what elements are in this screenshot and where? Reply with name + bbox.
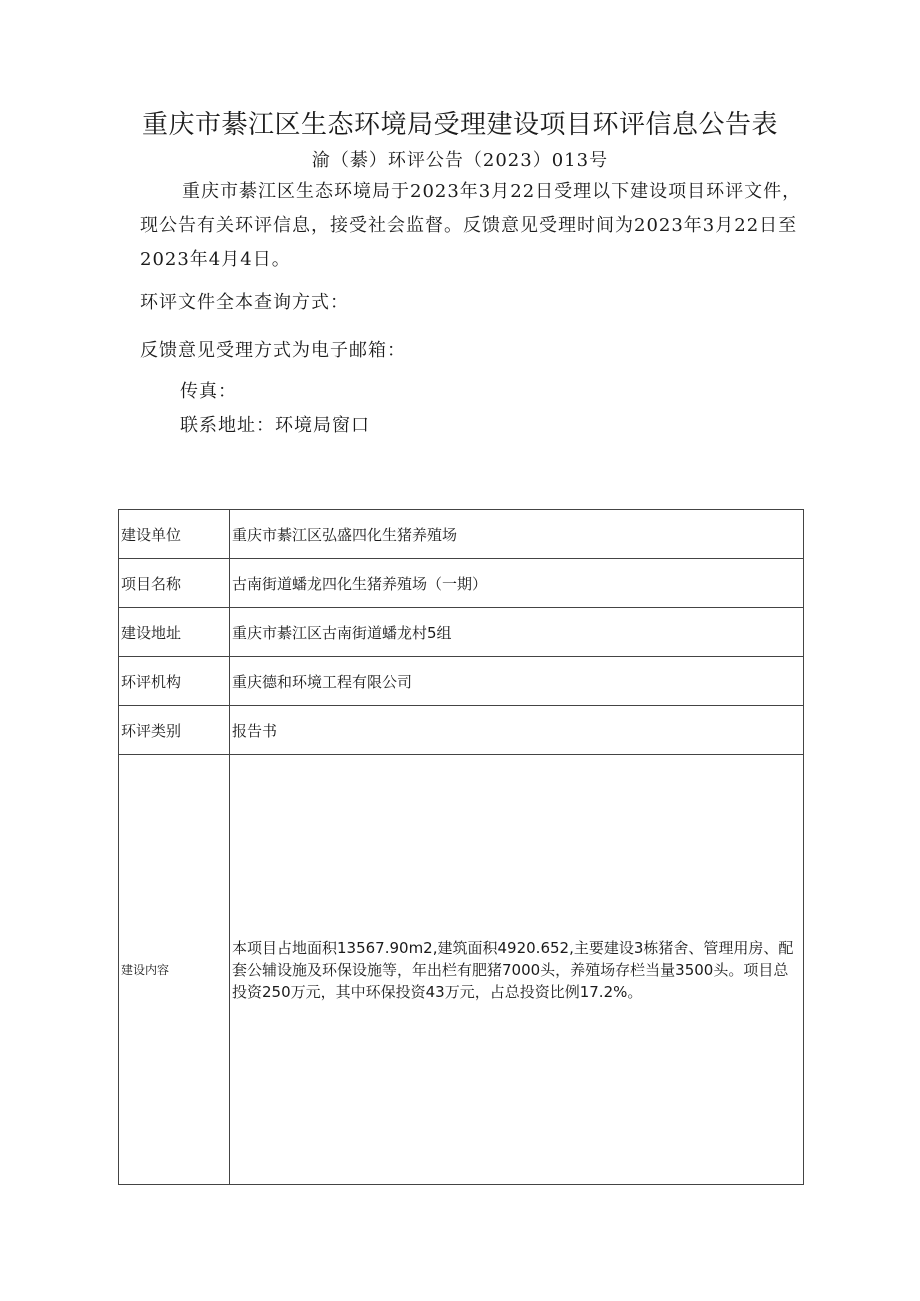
fax-line: 传真：: [180, 381, 237, 402]
query-method-line: 环评文件全本查询方式：: [140, 292, 349, 313]
table-row: [119, 755, 804, 1185]
row-key-construction-address: 建设地址: [119, 608, 230, 657]
table-row: [119, 559, 804, 608]
row-value-eia-agency: 重庆德和环境工程有限公司: [230, 657, 804, 706]
row-key-construction-unit: 建设单位: [119, 510, 230, 559]
row-key-project-name: 项目名称: [119, 559, 230, 608]
row-value-project-name: 古南街道蟠龙四化生猪养殖场（一期）: [230, 559, 804, 608]
row-value-construction-address: 重庆市綦江区古南街道蟠龙村5组: [230, 608, 804, 657]
table-row: [119, 657, 804, 706]
row-key-eia-agency: 环评机构: [119, 657, 230, 706]
row-key-eia-category: 环评类别: [119, 706, 230, 755]
row-value-eia-category: 报告书: [230, 706, 804, 755]
notice-number: 渝（綦）环评公告（2023）013号: [311, 150, 609, 171]
table-row: [119, 608, 804, 657]
row-value-construction-content: 本项目占地面积13567.90m2,建筑面积4920.652,主要建设3栋猪舍、管理用房、配套公辅设施及环保设施等，年出栏有肥猪7000头，养殖场存栏当量3500头。项目总投资250万元，其中环保投资43万元，占总投资比例17.2%。: [230, 755, 804, 1185]
page-title: 重庆市綦江区生态环境局受理建设项目环评信息公告表: [141, 110, 778, 140]
project-info-table: [118, 509, 804, 1185]
intro-paragraph: 重庆市綦江区生态环境局于2023年3月22日受理以下建设项目环评文件，现公告有关环评信息，接受社会监督。反馈意见受理时间为2023年3月22日至2023年4月4日。: [140, 181, 802, 270]
address-line: 联系地址：环境局窗口: [180, 415, 370, 436]
row-value-construction-unit: 重庆市綦江区弘盛四化生猪养殖场: [230, 510, 804, 559]
feedback-method-line: 反馈意见受理方式为电子邮箱：: [140, 340, 406, 361]
row-key-construction-content: 建设内容: [119, 755, 230, 1185]
table-row: [119, 510, 804, 559]
table-row: [119, 706, 804, 755]
